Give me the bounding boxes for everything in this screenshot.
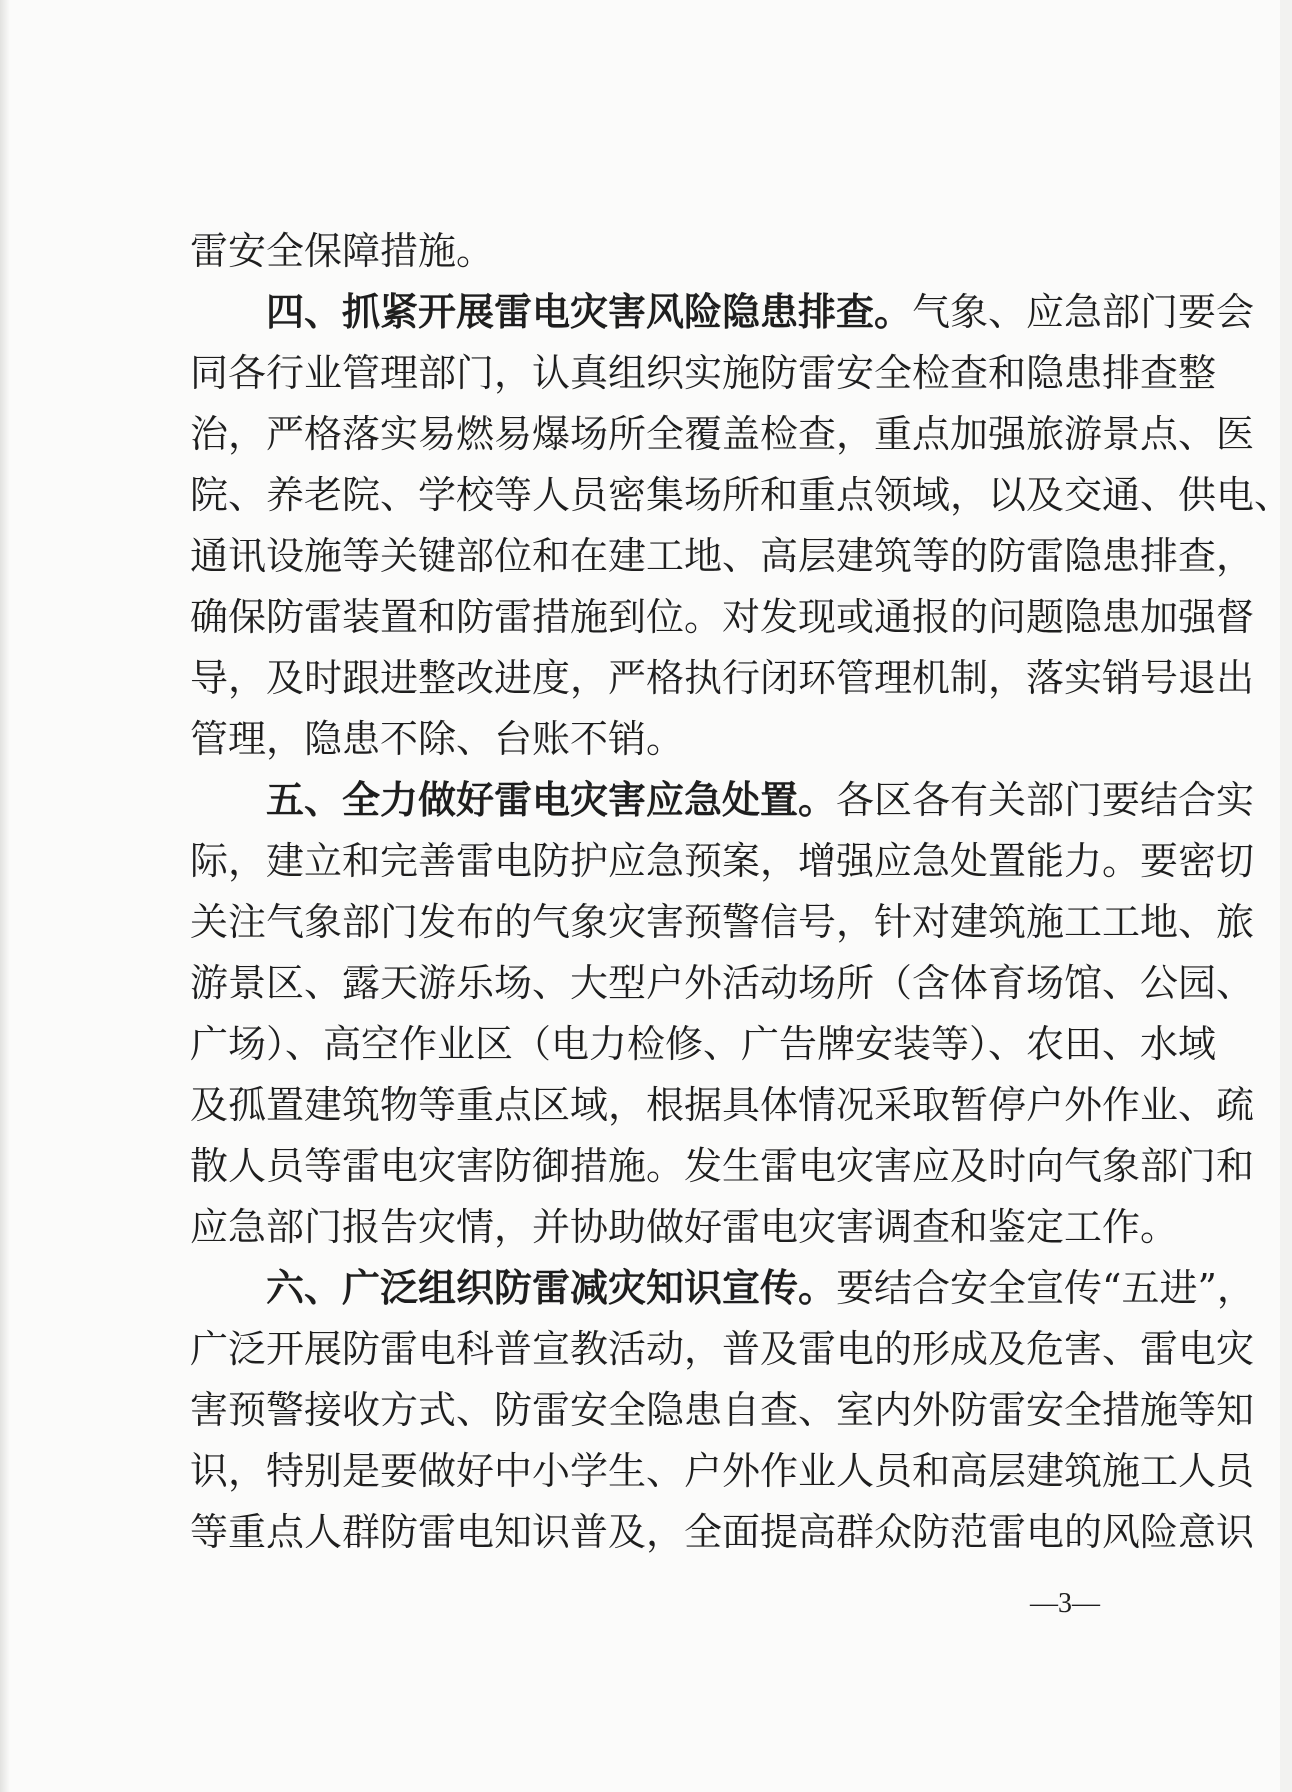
section-5-line: 际，建立和完善雷电防护应急预案，增强应急处置能力。要密切 xyxy=(190,839,1255,883)
section-4-line: 管理，隐患不除、台账不销。 xyxy=(190,717,685,761)
section-4-first-line xyxy=(190,282,1255,343)
section-5-line: 关注气象部门发布的气象灾害预警信号，针对建筑施工工地、旅 xyxy=(190,900,1255,944)
section-4-first-tail: 气象、应急部门要会 xyxy=(912,290,1255,334)
section-6-line: 识，特别是要做好中小学生、户外作业人员和高层建筑施工人员 xyxy=(190,1449,1255,1493)
section-6-first-tail: 要结合安全宣传“五进”， xyxy=(836,1266,1255,1310)
section-4-line: 院、养老院、学校等人员密集场所和重点领域，以及交通、供电、 xyxy=(190,473,1292,517)
section-5-line: 广场）、高空作业区（电力检修、广告牌安装等）、农田、水域 xyxy=(190,1022,1217,1066)
continuation-line: 雷安全保障措施。 xyxy=(190,229,495,273)
section-4-heading: 四、抓紧开展雷电灾害风险隐患排查。 xyxy=(266,290,913,334)
scan-edge xyxy=(0,0,10,1792)
section-4-line: 同各行业管理部门，认真组织实施防雷安全检查和隐患排查整 xyxy=(190,351,1217,395)
section-6-line: 害预警接收方式、防雷安全隐患自查、室内外防雷安全措施等知 xyxy=(190,1388,1255,1432)
page-number: —3— xyxy=(1030,1588,1100,1619)
section-4-line: 确保防雷装置和防雷措施到位。对发现或通报的问题隐患加强督 xyxy=(190,595,1255,639)
section-5-line: 及孤置建筑物等重点区域，根据具体情况采取暂停户外作业、疏 xyxy=(190,1083,1255,1127)
section-6-heading: 六、广泛组织防雷减灾知识宣传。 xyxy=(266,1266,837,1310)
section-4-line: 导，及时跟进整改进度，严格执行闭环管理机制，落实销号退出 xyxy=(190,656,1255,700)
section-5-line: 游景区、露天游乐场、大型户外活动场所（含体育场馆、公园、 xyxy=(190,961,1255,1005)
section-5-first-line xyxy=(190,770,1255,831)
section-4-line: 治，严格落实易燃易爆场所全覆盖检查，重点加强旅游景点、医 xyxy=(190,412,1255,456)
section-6-first-line xyxy=(190,1258,1255,1319)
section-4-line: 通讯设施等关键部位和在建工地、高层建筑等的防雷隐患排查， xyxy=(190,534,1255,578)
section-6-line: 等重点人群防雷电知识普及，全面提高群众防范雷电的风险意识 xyxy=(190,1510,1255,1554)
section-5-first-tail: 各区各有关部门要结合实 xyxy=(836,778,1255,822)
document-body xyxy=(190,221,1292,1563)
section-5-heading: 五、全力做好雷电灾害应急处置。 xyxy=(266,778,837,822)
section-5-line: 散人员等雷电灾害防御措施。发生雷电灾害应及时向气象部门和 xyxy=(190,1144,1255,1188)
section-5-line: 应急部门报告灾情，并协助做好雷电灾害调查和鉴定工作。 xyxy=(190,1205,1179,1249)
section-6-line: 广泛开展防雷电科普宣教活动，普及雷电的形成及危害、雷电灾 xyxy=(190,1327,1255,1371)
